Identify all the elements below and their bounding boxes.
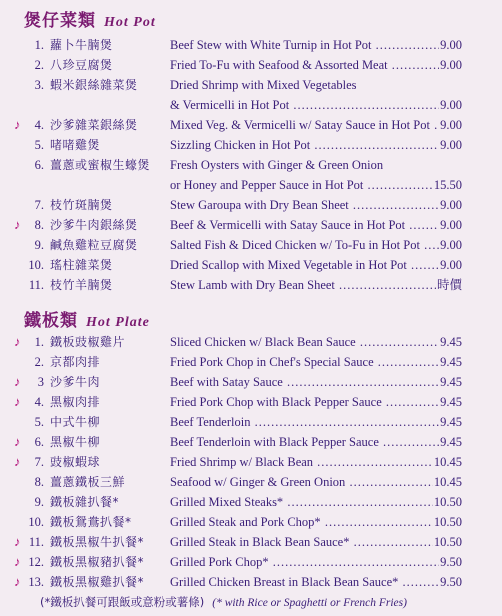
menu-item: [0, 116, 502, 134]
menu-item: [0, 256, 502, 274]
item-price: 10.45: [433, 475, 462, 489]
item-number: 10.: [28, 515, 44, 529]
item-number: 9.: [34, 238, 44, 252]
menu-item-continued: [0, 96, 502, 114]
menu-item: [0, 76, 502, 94]
item-name-zh: 京都肉排: [50, 355, 101, 369]
item-number: 6.: [34, 158, 44, 172]
item-name-zh: 枝竹羊腩煲: [50, 278, 113, 292]
item-number: 10.: [28, 258, 44, 272]
menu-item: [0, 493, 502, 511]
item-number: 1.: [34, 335, 44, 349]
item-name-zh: 啫啫雞煲: [50, 138, 101, 152]
item-name-en: Beef with Satay Sauce .....: [170, 373, 456, 391]
item-price: 9.00: [440, 38, 462, 52]
item-price: 9.00: [440, 198, 462, 212]
item-name-en: Fried Pork Chop with Black Pepper Sauce .....: [170, 393, 456, 411]
item-name-en: Sliced Chicken w/ Black Bean Sauce .....: [170, 333, 456, 351]
item-number: 11.: [28, 535, 44, 549]
item-name-zh: 瑤柱雜菜煲: [50, 258, 113, 272]
menu-item: [0, 413, 502, 431]
spicy-icon: ♪: [14, 374, 21, 389]
item-name-en: Beef Tenderloin .....: [170, 413, 456, 431]
item-name-en: Beef Stew with White Turnip in Hot Pot .....: [170, 36, 456, 54]
item-name-en: Dried Shrimp with Mixed Vegetables: [170, 78, 357, 92]
menu-item: [0, 393, 502, 411]
menu-item: [0, 196, 502, 214]
spicy-icon: ♪: [14, 434, 21, 449]
menu-item: [0, 216, 502, 234]
item-name-en: Mixed Veg. & Vermicelli w/ Satay Sauce in Hot Pot .....: [170, 116, 456, 134]
item-number: 13.: [28, 575, 44, 589]
hot-plate-title-zh: 鐵板類: [24, 311, 78, 330]
item-name-en: Grilled Steak and Pork Chop* .....: [170, 513, 456, 531]
item-number: 2.: [34, 355, 44, 369]
item-price: 10.50: [433, 495, 462, 509]
item-number: 8.: [34, 475, 44, 489]
item-name-zh: 黑椒肉排: [50, 395, 101, 409]
item-name-en-cont: & Vermicelli in Hot Pot .....: [170, 96, 456, 114]
item-price: 9.50: [440, 575, 462, 589]
item-name-zh: 黑椒牛柳: [50, 435, 101, 449]
item-name-zh: 鐵板豉椒雞片: [50, 335, 126, 349]
item-price: 9.00: [440, 98, 462, 112]
spicy-icon: ♪: [14, 217, 21, 232]
spicy-icon: ♪: [14, 554, 21, 569]
item-name-en: Grilled Pork Chop* .....: [170, 553, 456, 571]
item-name-zh: 枝竹斑腩煲: [50, 198, 113, 212]
item-name-zh: 中式牛柳: [50, 415, 101, 429]
item-name-zh: 鹹魚雞粒豆腐煲: [50, 238, 138, 252]
item-name-en: Fresh Oysters with Ginger & Green Onion: [170, 158, 384, 172]
menu-item: [0, 156, 502, 174]
item-number: 9.: [34, 495, 44, 509]
item-number: 3.: [34, 78, 44, 92]
item-price: 10.50: [433, 515, 462, 529]
menu-item: [0, 473, 502, 491]
item-price: 9.45: [440, 415, 462, 429]
item-name-zh: 薑蔥鐵板三鮮: [50, 475, 126, 489]
item-name-en-cont: or Honey and Pepper Sauce in Hot Pot .....: [170, 176, 456, 194]
item-name-en: Grilled Chicken Breast in Black Bean Sauce* .....: [170, 573, 456, 591]
menu-item: [0, 373, 502, 391]
item-name-en: Beef Tenderloin with Black Pepper Sauce .....: [170, 433, 456, 451]
item-number: 8.: [34, 218, 44, 232]
item-price: 9.45: [440, 375, 462, 389]
item-price: 9.00: [440, 258, 462, 272]
spicy-icon: ♪: [14, 534, 21, 549]
item-name-en: Beef & Vermicelli with Satay Sauce in Hot Pot .....: [170, 216, 456, 234]
item-name-zh: 薑蔥或蜜椒生蠔煲: [50, 158, 151, 172]
item-name-en: Fried Pork Chop in Chef's Special Sauce .....: [170, 353, 456, 371]
item-name-zh: 蝦米銀絲雜菜煲: [50, 78, 138, 92]
item-price: 9.00: [440, 238, 462, 252]
item-name-en: Grilled Mixed Steaks* .....: [170, 493, 456, 511]
menu-item: [0, 333, 502, 351]
menu-item: [0, 236, 502, 254]
hot-pot-title-zh: 煲仔菜類: [24, 11, 96, 30]
item-name-zh: 八珍豆腐煲: [50, 58, 113, 72]
item-number: 2.: [34, 58, 44, 72]
spicy-icon: ♪: [14, 574, 21, 589]
item-number: 4.: [34, 395, 44, 409]
item-name-en: Sizzling Chicken in Hot Pot .....: [170, 136, 456, 154]
item-number: 11.: [28, 278, 44, 292]
footnote-en: (* with Rice or Spaghetti or French Fries): [212, 597, 407, 609]
item-name-en: Stew Lamb with Dry Bean Sheet .....: [170, 276, 456, 294]
item-name-en: Salted Fish & Diced Chicken w/ To-Fu in Hot Pot .....: [170, 236, 456, 254]
spicy-icon: ♪: [14, 454, 21, 469]
item-price: 9.00: [440, 118, 462, 132]
menu-item: [0, 136, 502, 154]
item-price: 10.45: [433, 455, 462, 469]
spicy-icon: ♪: [14, 394, 21, 409]
menu-item: [0, 533, 502, 551]
item-name-en: Fried To-Fu with Seafood & Assorted Meat .....: [170, 56, 456, 74]
item-price: 10.50: [433, 535, 462, 549]
item-price: 9.00: [440, 138, 462, 152]
item-number: 5.: [34, 138, 44, 152]
item-name-zh: 鐵板鴛鴦扒餐*: [50, 515, 132, 529]
menu-item: [0, 453, 502, 471]
hot-plate-title: [24, 306, 150, 331]
spicy-icon: ♪: [14, 117, 21, 132]
item-name-zh: 鐵板雜扒餐*: [50, 495, 120, 509]
item-name-zh: 沙爹牛肉銀絲煲: [50, 218, 138, 232]
item-number: 12.: [28, 555, 44, 569]
spicy-icon: ♪: [14, 334, 21, 349]
menu-item: [0, 353, 502, 371]
item-name-zh: 沙爹牛肉: [50, 375, 101, 389]
item-name-en: Stew Garoupa with Dry Bean Sheet .....: [170, 196, 456, 214]
item-price: 15.50: [433, 178, 462, 192]
item-number: 4.: [34, 118, 44, 132]
menu-item: [0, 56, 502, 74]
item-name-en: Dried Scallop with Mixed Vegetable in Hot Pot .....: [170, 256, 456, 274]
menu-item-continued: [0, 176, 502, 194]
footnote-zh: (*鐵板扒餐可跟飯或意粉或薯條): [40, 595, 205, 609]
item-number: 7.: [34, 198, 44, 212]
item-price: 9.45: [440, 395, 462, 409]
item-name-en: Grilled Steak in Black Bean Sauce* .....: [170, 533, 456, 551]
hot-plate-title-en: Hot Plate: [86, 315, 150, 330]
item-name-zh: 鐵板黑椒雞扒餐*: [50, 575, 145, 589]
item-number: 6.: [34, 435, 44, 449]
menu-item: [0, 433, 502, 451]
item-number: 1.: [34, 38, 44, 52]
menu-item: [0, 513, 502, 531]
item-price: 9.45: [440, 335, 462, 349]
item-name-zh: 鐵板黑椒牛扒餐*: [50, 535, 145, 549]
item-price: 9.00: [440, 58, 462, 72]
item-name-zh: 豉椒蝦球: [50, 455, 101, 469]
menu-item: [0, 573, 502, 591]
item-name-zh: 鐵板黑椒豬扒餐*: [50, 555, 145, 569]
item-name-zh: 沙爹雜菜銀絲煲: [50, 118, 138, 132]
footnote: [40, 594, 407, 610]
menu-item: [0, 36, 502, 54]
item-price: 9.00: [440, 218, 462, 232]
item-price: 9.45: [440, 435, 462, 449]
item-price: 時價: [436, 278, 462, 292]
hot-pot-title-en: Hot Pot: [104, 15, 156, 30]
item-name-zh: 蘿卜牛腩煲: [50, 38, 113, 52]
item-name-en: Fried Shrimp w/ Black Bean .....: [170, 453, 456, 471]
item-number: 5.: [34, 415, 44, 429]
menu-item: [0, 553, 502, 571]
item-price: 9.45: [440, 355, 462, 369]
item-number: 7.: [34, 455, 44, 469]
hot-pot-title: [24, 6, 156, 31]
item-name-en: Seafood w/ Ginger & Green Onion .....: [170, 473, 456, 491]
menu-item: [0, 276, 502, 294]
item-number: 3: [37, 375, 44, 389]
item-price: 9.50: [440, 555, 462, 569]
